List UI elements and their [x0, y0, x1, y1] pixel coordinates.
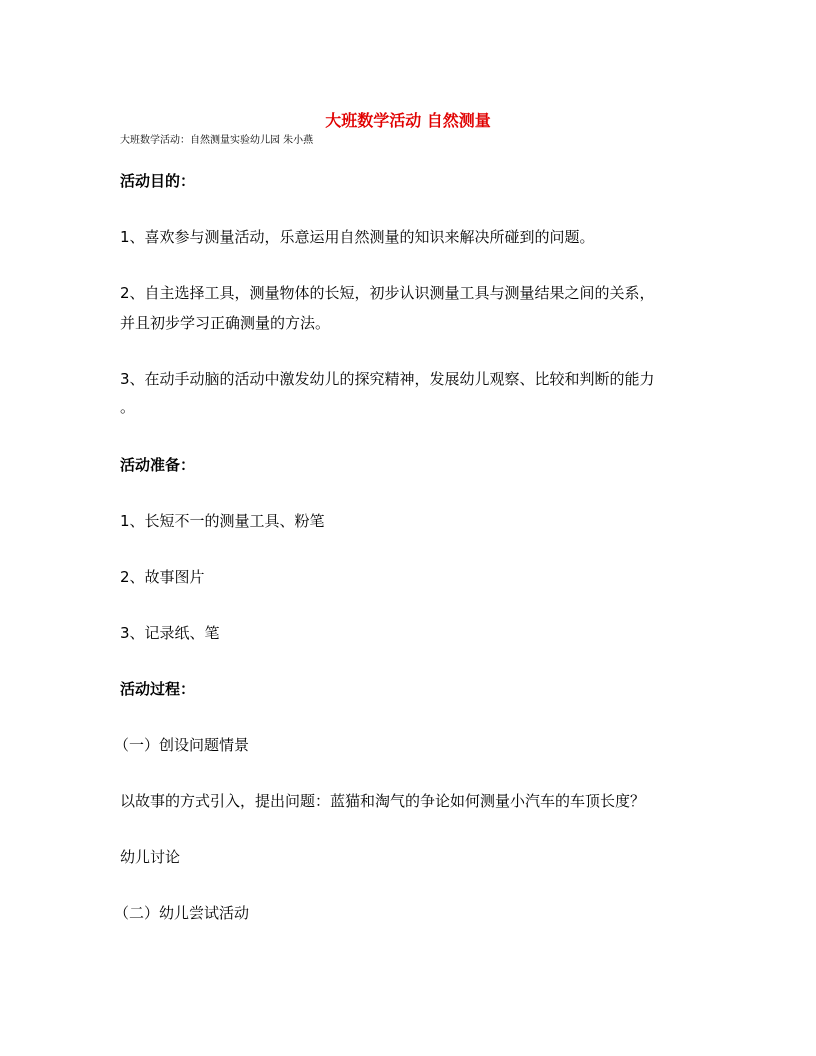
process-step-2: （二）幼儿尝试活动 [114, 904, 250, 922]
goal-item-3-continued: 。 [120, 398, 136, 416]
goals-heading: 活动目的： [120, 172, 196, 190]
process-heading: 活动过程： [120, 680, 196, 698]
goal-item-2: 2、自主选择工具，测量物体的长短，初步认识测量工具与测量结果之间的关系， [120, 284, 655, 302]
process-text-2: 幼儿讨论 [120, 848, 181, 866]
document-subtitle: 大班数学活动：自然测量实验幼儿园 朱小燕 [120, 135, 314, 146]
preparation-item-3: 3、记录纸、笔 [120, 624, 220, 642]
preparation-heading: 活动准备： [120, 456, 196, 474]
goal-item-3: 3、在动手动脑的活动中激发幼儿的探究精神，发展幼儿观察、比较和判断的能力 [120, 370, 655, 388]
preparation-item-1: 1、长短不一的测量工具、粉笔 [120, 512, 325, 530]
process-step-1: （一）创设问题情景 [114, 736, 250, 754]
goal-item-1: 1、喜欢参与测量活动，乐意运用自然测量的知识来解决所碰到的问题。 [120, 228, 595, 246]
goal-item-2-continued: 并且初步学习正确测量的方法。 [120, 314, 331, 332]
document-title: 大班数学活动 自然测量 [325, 111, 491, 130]
preparation-item-2: 2、故事图片 [120, 568, 205, 586]
process-text-1: 以故事的方式引入，提出问题：蓝猫和淘气的争论如何测量小汽车的车顶长度？ [120, 792, 646, 810]
